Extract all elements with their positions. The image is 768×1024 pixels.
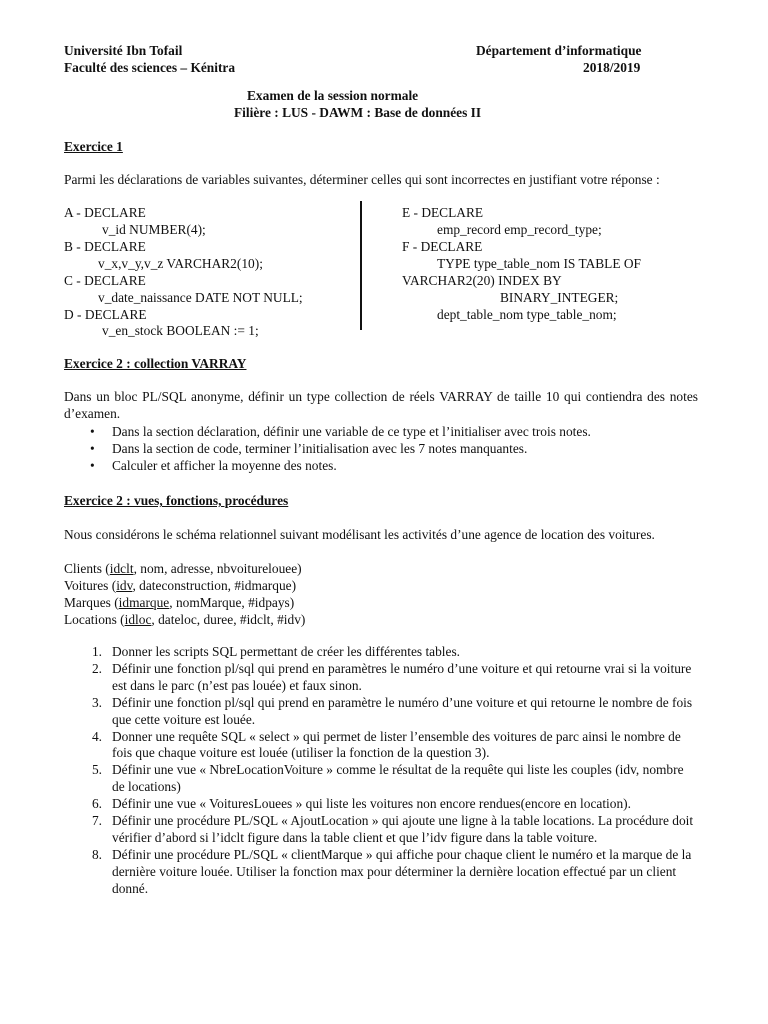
question-item: 6. Définir une vue « VoituresLouees » qui liste les voitures non encore rendues(encore en location). [91, 796, 631, 812]
primary-key: idclt [109, 561, 134, 576]
question-item: 4. Donner une requête SQL « select » qui permet de lister l’ensemble des voitures de parc ainsi le nombre de fois que chaque voiture est louée (utiliser la fonction de la question 3). [91, 728, 681, 761]
schema-marques: Marques (idmarque, nomMarque, #idpays) [64, 594, 295, 610]
decl-e-body: emp_record emp_record_type; [437, 222, 602, 237]
decl-d-header: D - DECLARE [64, 307, 147, 322]
department-name: Département d’informatique [476, 43, 642, 58]
relational-schema [64, 561, 305, 629]
exam-title: Examen de la session normale [247, 88, 419, 103]
bullet-item: • Calculer et afficher la moyenne des notes. [86, 458, 698, 475]
decl-f-binary: BINARY_INTEGER; [500, 290, 619, 305]
decl-f-var: dept_table_nom type_table_nom; [437, 307, 617, 322]
decl-f-header: F - DECLARE [402, 239, 483, 254]
primary-key: idv [116, 577, 133, 593]
faculty-name: Faculté des sciences – Kénitra [64, 60, 236, 75]
exercise-2-title: Exercice 2 : collection VARRAY [64, 356, 247, 371]
decl-b-header: B - DECLARE [64, 239, 146, 254]
question-item: 7. Définir une procédure PL/SQL « AjoutLocation » qui ajoute une ligne à la table locations. La procédure doit vérifier d’abord si l’idclt figure dans la table client et que l’idv figure dans la table voiture. [91, 813, 694, 845]
exam-subtitle: Filière : LUS - DAWM : Base de données II [234, 105, 482, 120]
questions-list [86, 644, 698, 898]
question-item: 1. Donner les scripts SQL permettant de créer les différentes tables. [91, 644, 461, 659]
decl-a-header: A - DECLARE [64, 205, 146, 220]
schema-clients: Clients (idclt, nom, adresse, nbvoiturelouee) [64, 561, 302, 576]
question-item: 3. Définir une fonction pl/sql qui prend en paramètre le numéro d’une voiture et qui retourne le nombre de fois que cette voiture est louée. [91, 694, 693, 727]
university-name: Université Ibn Tofail [64, 43, 183, 58]
exercise-3-intro: Nous considérons le schéma relationnel suivant modélisant les activités d’une agence de location des voitures. [64, 527, 655, 542]
decl-f-type: TYPE type_table_nom IS TABLE OF [437, 256, 641, 271]
question-item: 5. Définir une vue « NbreLocationVoiture » comme le résultat de la requête qui liste les couples (idv, nombre de locations) [91, 762, 684, 795]
decl-f-varchar: VARCHAR2(20) INDEX BY [402, 273, 562, 288]
decl-d-body: v_en_stock BOOLEAN := 1; [102, 323, 259, 338]
bullet-item: • Dans la section déclaration, définir une variable de ce type et l’initialiser avec trois notes. [86, 424, 698, 441]
exercise-1-intro: Parmi les déclarations de variables suivantes, déterminer celles qui sont incorrectes en justifiant votre réponse : [64, 172, 660, 187]
decl-e-header: E - DECLARE [402, 205, 484, 220]
schema-voitures: Voitures (idv, dateconstruction, #idmarque) [64, 577, 297, 593]
bullet-item: • Dans la section de code, terminer l’initialisation avec les 7 notes manquantes. [86, 441, 698, 458]
primary-key: idmarque [118, 594, 170, 610]
question-item: 8. Définir une procédure PL/SQL « clientMarque » qui affiche pour chaque client le numéro et la marque de la dernière voiture louée. Utiliser la fonction max pour déterminer la dernière location effectué par un client donné. [91, 846, 692, 896]
exercise-3-title: Exercice 2 : vues, fonctions, procédures [64, 493, 289, 508]
question-item: 2. Définir une fonction pl/sql qui prend en paramètres le numéro d’une voiture et qui retourne vrai si la voiture est dans le parc (n’est pas louée) et faux sinon. [91, 660, 692, 693]
exercise-2-bullets [86, 424, 698, 475]
column-divider [360, 201, 362, 330]
exercise-1-title: Exercice 1 [64, 139, 123, 154]
decl-b-body: v_x,v_y,v_z VARCHAR2(10); [98, 256, 263, 271]
primary-key: idloc [124, 611, 152, 627]
decl-c-header: C - DECLARE [64, 273, 146, 288]
decl-a-body: v_id NUMBER(4); [102, 222, 206, 237]
academic-year: 2018/2019 [583, 60, 641, 75]
exercise-2-intro: Dans un bloc PL/SQL anonyme, définir un type collection de réels VARRAY de taille 10 qui contiendra des notes d’examen. [64, 389, 698, 421]
schema-locations: Locations (idloc, dateloc, duree, #idclt, #idv) [64, 611, 306, 627]
decl-c-body: v_date_naissance DATE NOT NULL; [98, 290, 303, 305]
